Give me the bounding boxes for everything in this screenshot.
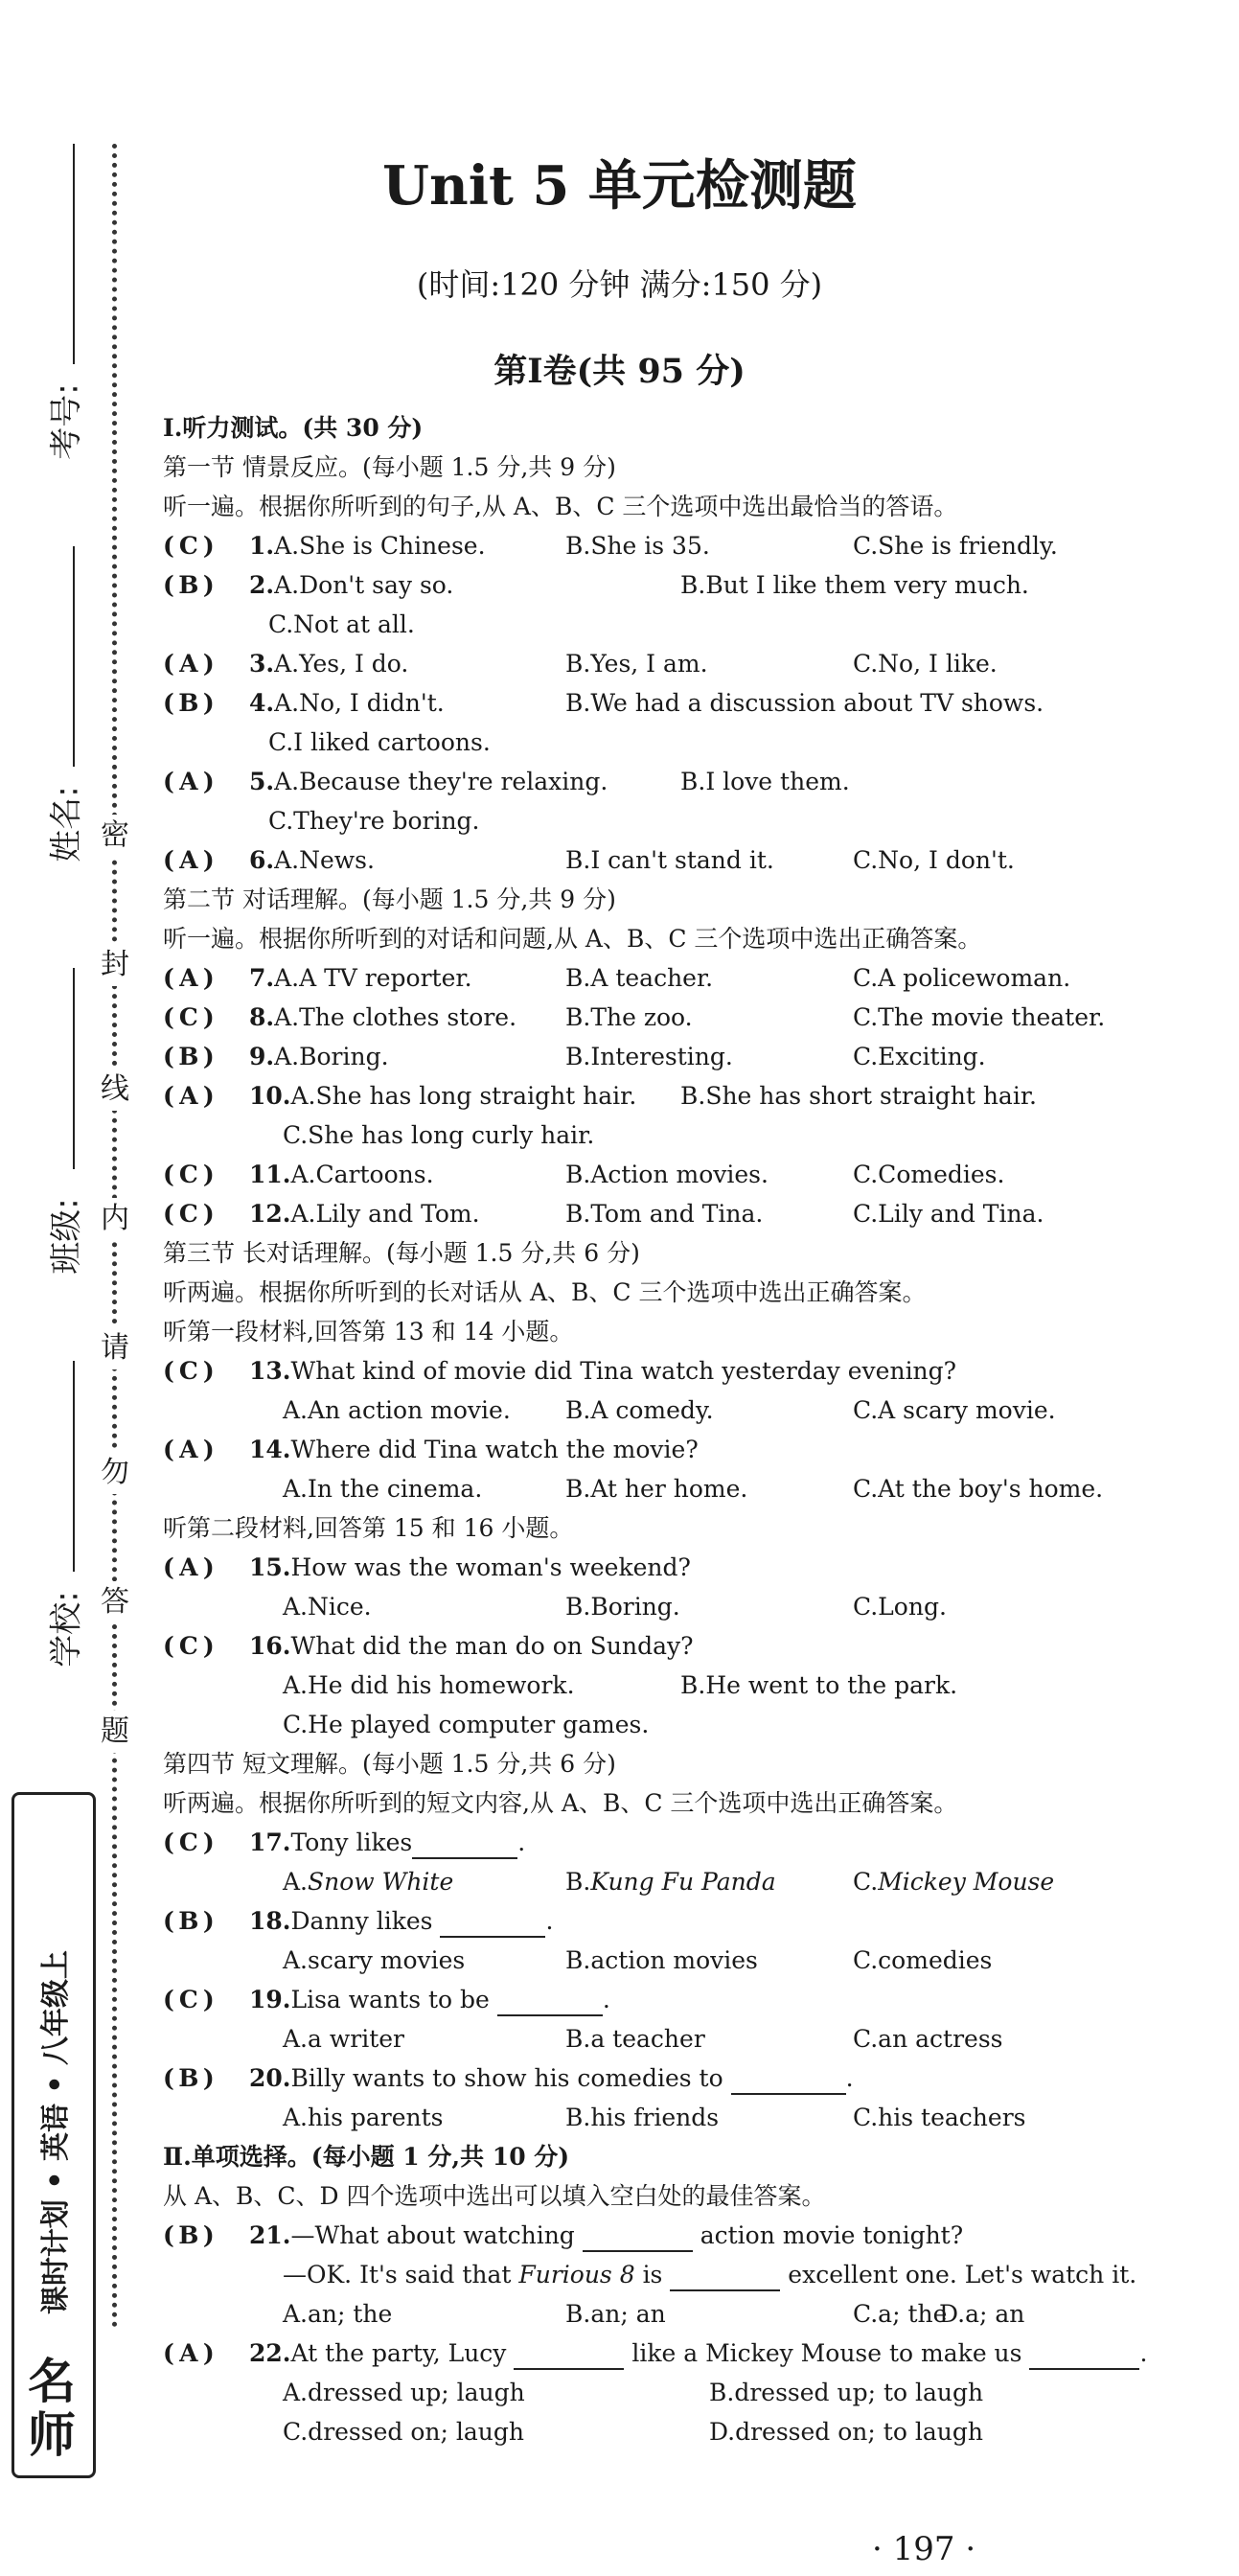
seal-char: 勿 bbox=[96, 1452, 134, 1494]
page-title: Unit 5 单元检测题 bbox=[382, 154, 857, 218]
answer: ( C ) bbox=[163, 1357, 215, 1385]
instruction: 听第二段材料,回答第 15 和 16 小题。 bbox=[163, 1514, 574, 1542]
page-number: · 197 · bbox=[872, 2530, 976, 2568]
field-line bbox=[73, 546, 75, 767]
answer: ( A ) bbox=[163, 1082, 215, 1110]
field-school: 学校: bbox=[47, 1591, 86, 1668]
answer: ( A ) bbox=[163, 768, 215, 795]
answer: ( A ) bbox=[163, 1436, 215, 1463]
seal-char: 内 bbox=[96, 1198, 134, 1240]
seal-char: 请 bbox=[96, 1327, 134, 1369]
field-line bbox=[73, 1361, 75, 1572]
seal-char: 封 bbox=[96, 944, 134, 986]
field-class: 班级: bbox=[47, 1198, 86, 1275]
answer: ( C ) bbox=[163, 1003, 215, 1031]
brand-text: 课时计划 • 英语 • 八年级上 bbox=[39, 1949, 73, 2315]
answer: ( B ) bbox=[163, 689, 215, 717]
instruction: 听两遍。根据你所听到的短文内容,从 A、B、C 三个选项中选出正确答案。 bbox=[163, 1789, 958, 1817]
brand-banner bbox=[11, 1792, 96, 2478]
answer: ( A ) bbox=[163, 1553, 215, 1581]
section-heading: Ⅰ.听力测试。(共 30 分) bbox=[163, 414, 424, 442]
answer: ( C ) bbox=[163, 1200, 215, 1228]
answer: ( B ) bbox=[163, 571, 215, 599]
instruction: 听一遍。根据你所听到的对话和问题,从 A、B、C 三个选项中选出正确答案。 bbox=[163, 925, 982, 953]
answer: ( B ) bbox=[163, 1043, 215, 1070]
answer: ( A ) bbox=[163, 846, 215, 874]
section-heading: Ⅱ.单项选择。(每小题 1 分,共 10 分) bbox=[163, 2143, 570, 2171]
answer: ( B ) bbox=[163, 2221, 215, 2249]
field-line bbox=[73, 968, 75, 1169]
field-exam-number: 考号: bbox=[47, 383, 86, 460]
instruction: 听两遍。根据你所听到的长对话从 A、B、C 三个选项中选出正确答案。 bbox=[163, 1278, 927, 1306]
answer: ( C ) bbox=[163, 1828, 215, 1856]
instruction: 听一遍。根据你所听到的句子,从 A、B、C 三个选项中选出最恰当的答语。 bbox=[163, 493, 958, 520]
brand-logo: 名师 bbox=[28, 2353, 76, 2463]
subsection-heading: 第四节 短文理解。(每小题 1.5 分,共 6 分) bbox=[163, 1750, 616, 1778]
volume-heading: 第Ⅰ卷(共 95 分) bbox=[493, 352, 746, 391]
seal-char: 题 bbox=[96, 1711, 134, 1753]
answer: ( A ) bbox=[163, 650, 215, 678]
answer: ( A ) bbox=[163, 964, 215, 992]
field-name: 姓名: bbox=[47, 786, 86, 862]
answer: ( B ) bbox=[163, 1907, 215, 1935]
seal-char: 线 bbox=[96, 1069, 134, 1111]
instruction: 从 A、B、C、D 四个选项中选出可以填入空白处的最佳答案。 bbox=[163, 2182, 826, 2210]
subsection-heading: 第二节 对话理解。(每小题 1.5 分,共 9 分) bbox=[163, 886, 616, 913]
answer: ( C ) bbox=[163, 1161, 215, 1188]
answer: ( A ) bbox=[163, 2339, 215, 2367]
seal-char: 密 bbox=[96, 815, 134, 857]
answer: ( B ) bbox=[163, 2064, 215, 2092]
answer: ( C ) bbox=[163, 532, 215, 560]
seal-char: 答 bbox=[96, 1581, 134, 1623]
time-score-info: (时间:120 分钟 满分:150 分) bbox=[416, 266, 823, 303]
answer: ( C ) bbox=[163, 1632, 215, 1660]
answer: ( C ) bbox=[163, 1986, 215, 2013]
subsection-heading: 第一节 情景反应。(每小题 1.5 分,共 9 分) bbox=[163, 453, 616, 481]
subsection-heading: 第三节 长对话理解。(每小题 1.5 分,共 6 分) bbox=[163, 1239, 640, 1267]
instruction: 听第一段材料,回答第 13 和 14 小题。 bbox=[163, 1318, 574, 1346]
